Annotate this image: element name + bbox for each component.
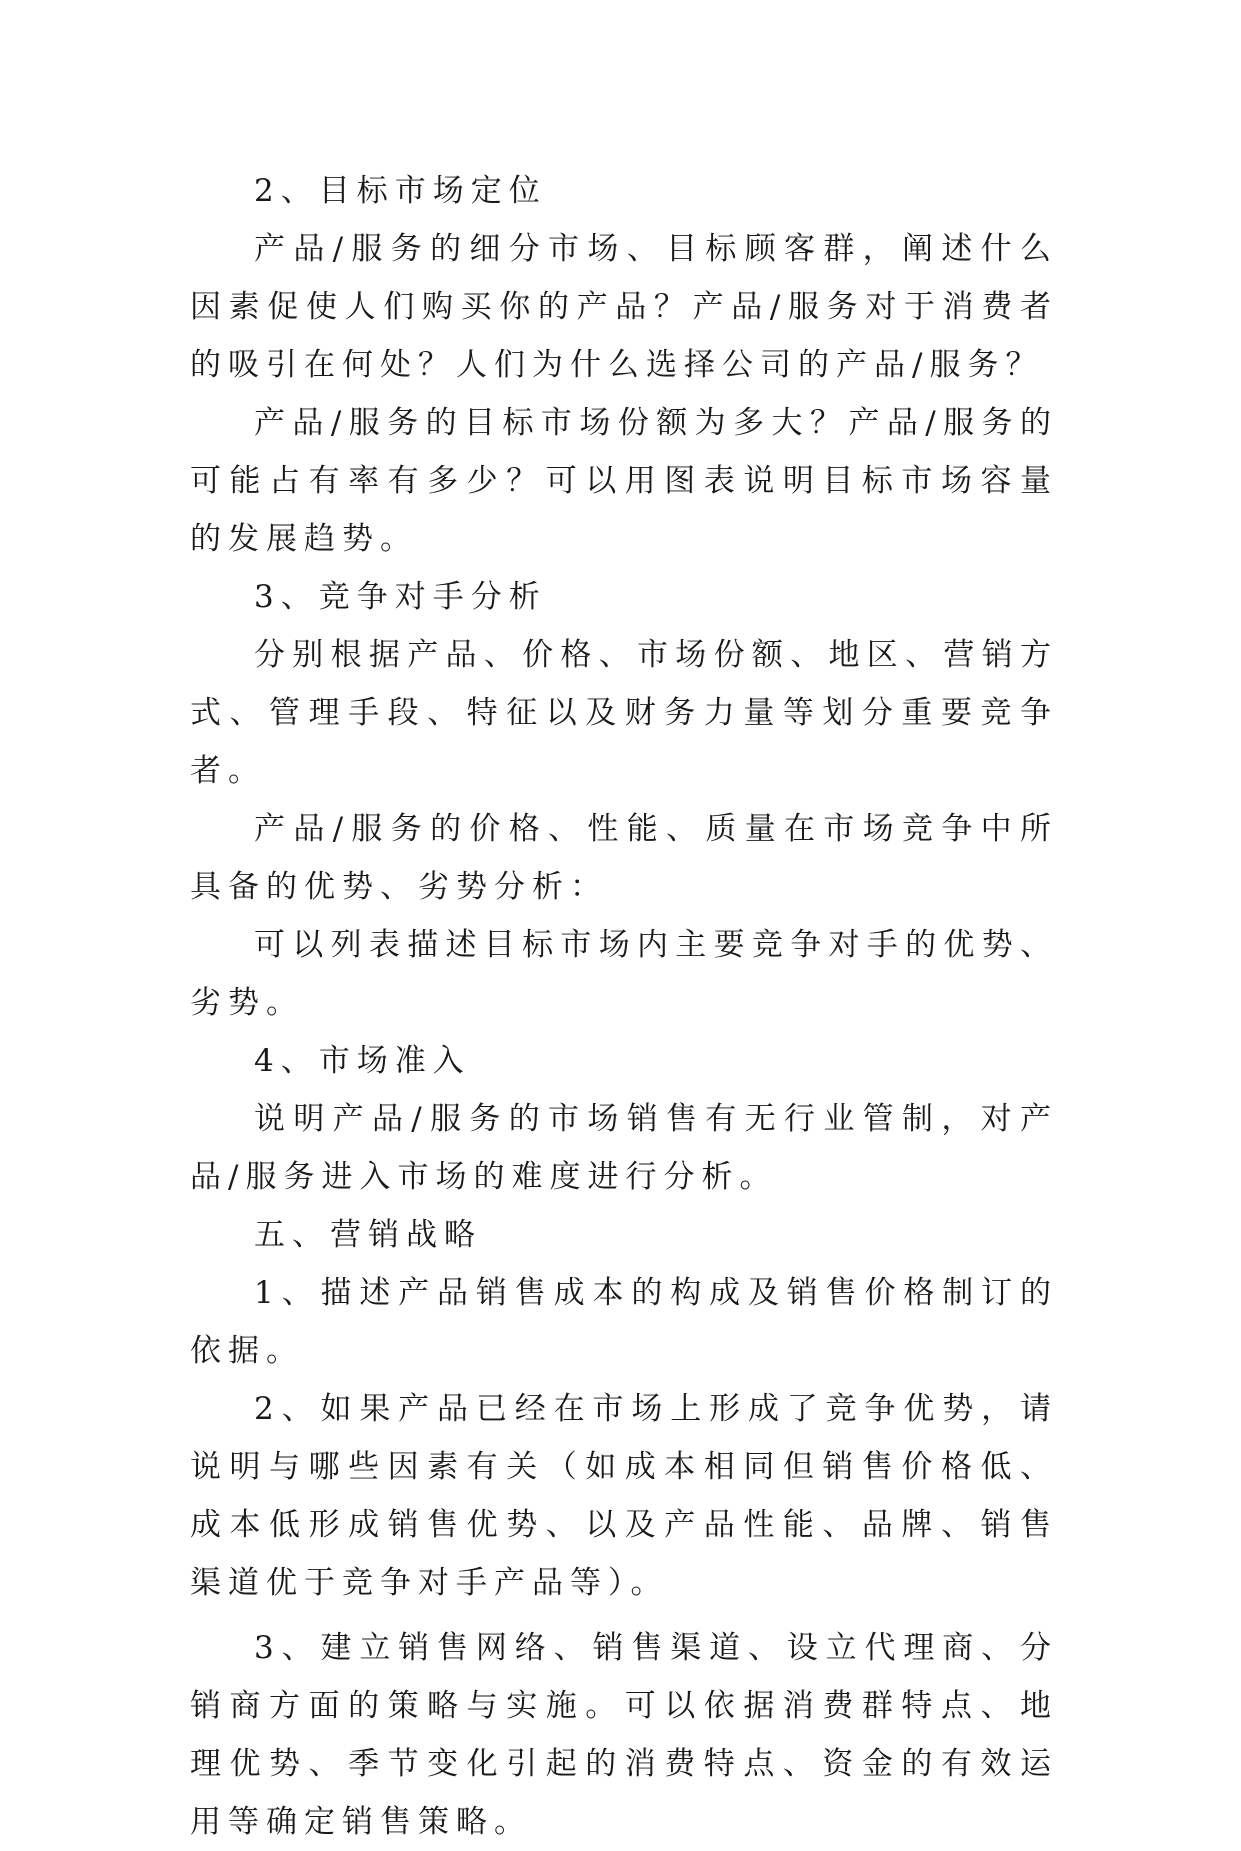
document-body — [190, 162, 1058, 1851]
heading-competitor-analysis: 3、竞争对手分析 — [254, 579, 547, 615]
paragraph: 产品/服务的价格、性能、质量在市场竞争中所具备的优势、劣势分析： — [190, 811, 1058, 905]
heading-target-market: 2、目标市场定位 — [254, 173, 547, 209]
paragraph: 3、建立销售网络、销售渠道、设立代理商、分销商方面的策略与实施。可以依据消费群特点、地理优势、季节变化引起的消费特点、资金的有效运用等确定销售策略。 — [190, 1630, 1058, 1840]
paragraph: 1、描述产品销售成本的构成及销售价格制订的依据。 — [190, 1275, 1058, 1369]
paragraph: 产品/服务的目标市场份额为多大？产品/服务的可能占有率有多少？可以用图表说明目标市场容量的发展趋势。 — [190, 405, 1058, 557]
paragraph: 2、如果产品已经在市场上形成了竞争优势，请说明与哪些因素有关（如成本相同但销售价格低、成本低形成销售优势、以及产品性能、品牌、销售渠道优于竞争对手产品等）。 — [190, 1391, 1058, 1601]
paragraph: 可以列表描述目标市场内主要竞争对手的优势、劣势。 — [190, 927, 1058, 1021]
paragraph: 产品/服务的细分市场、目标顾客群，阐述什么因素促使人们购买你的产品？产品/服务对于消费者的吸引在何处？人们为什么选择公司的产品/服务？ — [190, 231, 1058, 383]
heading-market-access: 4、市场准入 — [254, 1043, 471, 1079]
paragraph: 分别根据产品、价格、市场份额、地区、营销方式、管理手段、特征以及财务力量等划分重要竞争者。 — [190, 637, 1058, 789]
paragraph: 说明产品/服务的市场销售有无行业管制，对产品/服务进入市场的难度进行分析。 — [190, 1101, 1058, 1195]
heading-marketing-strategy: 五、营销战略 — [254, 1217, 482, 1253]
